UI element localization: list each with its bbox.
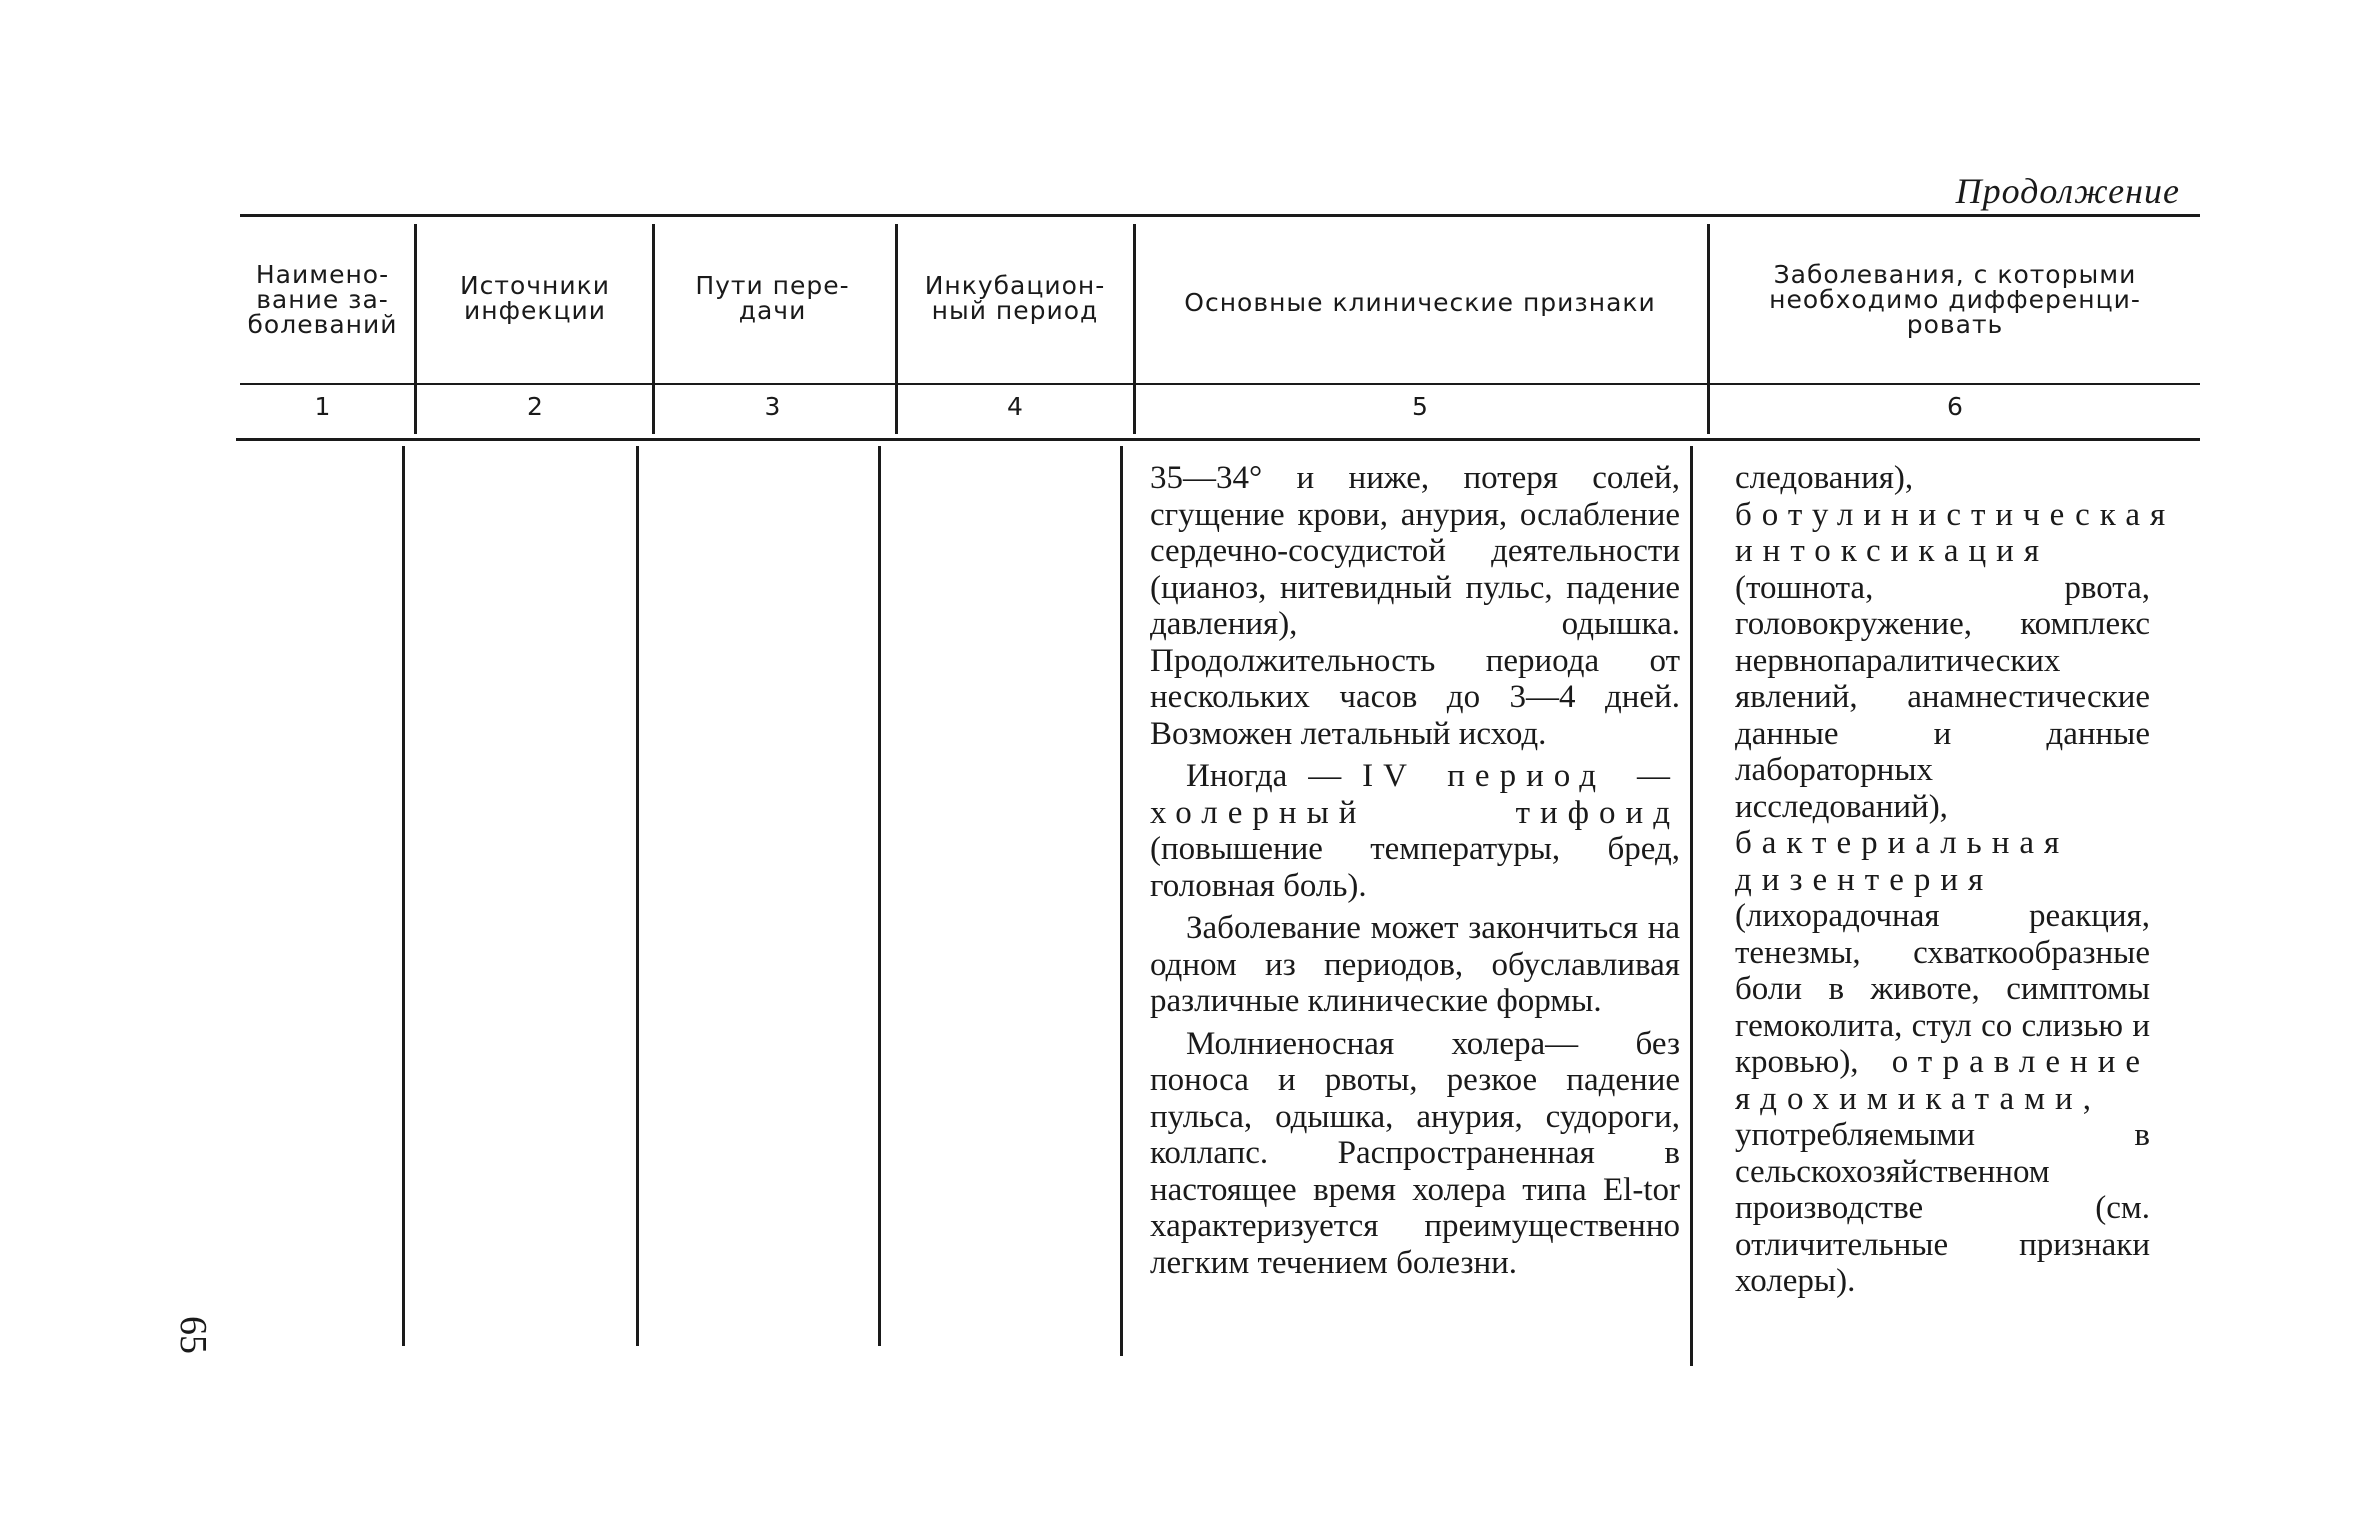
- col-divider-2: [652, 224, 655, 434]
- body-divider-3: [878, 446, 881, 1346]
- clinical-paragraph-3: Заболевание может закончиться на одном из периодов, обуславливая различные клинические формы.: [1150, 910, 1680, 1019]
- clinical-paragraph-4: Молниеносная холера— без поноса и рвоты, резкое падение пульса, одышка, анурия, судороги, коллапс. Распространенная в настоящее время холера типа El-tor характеризуется преимущественно легким течением болезни.: [1150, 1025, 1680, 1281]
- diff-poisoning: отравление ядохимикатами,: [1735, 1044, 2150, 1117]
- header-differential-diagnosis: Заболевания, с которыми необходимо дифференци-ровать: [1769, 260, 2141, 339]
- body-divider-5: [1690, 446, 1693, 1366]
- page-number: 65: [172, 1316, 214, 1354]
- header-incubation-period: Инкубацион-ный период: [924, 271, 1106, 325]
- differential-paragraph: [1735, 460, 2176, 1300]
- col-divider-1: [414, 224, 417, 434]
- diff-t1: следования),: [1735, 460, 1914, 496]
- col-divider-3: [895, 224, 898, 434]
- diff-dysentery: бактериальная дизентерия: [1735, 825, 2070, 898]
- clinical-signs-text: [1150, 460, 1680, 1281]
- clinical-p2-spaced: IV период — холерный тифоид: [1150, 758, 1680, 831]
- clinical-paragraph-1: 35—34° и ниже, потеря солей, сгущение крови, анурия, ослабление сердечно-сосудистой деятельности (цианоз, нитевидный пульс, падение давления), одышка. Продолжительность периода от нескольких часов до 3—4 дней. Возможен летальный исход.: [1150, 460, 1680, 752]
- diff-botulism: ботулинистическая интоксикация: [1735, 496, 2176, 569]
- col-divider-5: [1707, 224, 1710, 434]
- header-transmission-routes: Пути пере-дачи: [695, 271, 850, 325]
- table-top-rule: [240, 214, 2200, 217]
- diff-t3: (тошнота, рвота, головокружение, комплекс нервнопаралитических явлений, анамнестические данные и данные лабораторных исследований),: [1735, 569, 2150, 825]
- body-divider-2: [636, 446, 639, 1346]
- col-divider-4: [1133, 224, 1136, 434]
- col-number-3: 3: [764, 392, 781, 421]
- col-number-1: 1: [314, 392, 331, 421]
- clinical-p2-start: Иногда —: [1186, 758, 1363, 794]
- numbers-bottom-rule: [236, 438, 2200, 441]
- col-number-2: 2: [527, 392, 543, 421]
- clinical-p2-end: (повышение температуры, бред, головная боль).: [1150, 831, 1680, 904]
- clinical-paragraph-2: [1150, 758, 1680, 904]
- body-divider-4: [1120, 446, 1123, 1356]
- col-number-4: 4: [1007, 392, 1023, 421]
- diff-t5: (лихорадочная реакция, тенезмы, схваткообразные боли в животе, симптомы гемоколита, стул со слизью и кровью),: [1735, 898, 2150, 1080]
- differential-text: [1735, 460, 2176, 1300]
- header-infection-sources: Источники инфекции: [459, 271, 610, 325]
- col-number-5: 5: [1412, 392, 1428, 421]
- diff-t7: употребляемыми в сельскохозяйственном производстве (см. отличительные признаки холеры).: [1735, 1117, 2150, 1299]
- body-divider-1: [402, 446, 405, 1346]
- header-clinical-signs: Основные клинические признаки: [1184, 288, 1656, 317]
- continuation-label: Продолжение: [1955, 171, 2180, 211]
- header-bottom-rule: [240, 383, 2200, 385]
- col-number-6: 6: [1947, 392, 1963, 421]
- header-disease-name: Наимено-вание за-болеваний: [247, 260, 398, 339]
